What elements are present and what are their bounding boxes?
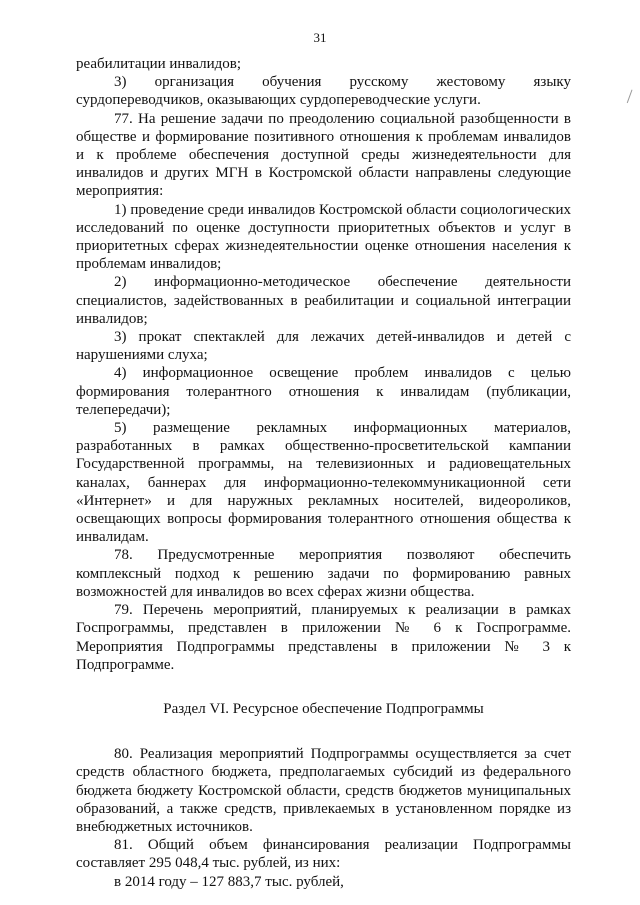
paragraph: 4) информационное освещение проблем инвалидов с целью формирования толерантного отношения к инвалидам (публикации, телепередачи); xyxy=(76,365,571,418)
paragraph: 2) информационно-методическое обеспечение деятельности специалистов, задействованных в реабилитации и социальной интеграции инвалидов; xyxy=(76,274,571,327)
paragraphs-bottom xyxy=(76,745,571,891)
paragraph: 5) размещение рекламных информационных материалов, разработанных в рамках общественно-просветительской кампании Государственной программы, на телевизионных и радиовещательных каналах, баннерах для информационно-телекоммуникационной сети «Интернет» и для наружных рекламных носителей, видеороликов, освещающих вопросы формирования толерантного отношения общества к инвалидам. xyxy=(76,420,571,546)
page-content xyxy=(76,55,571,891)
paragraph: 3) прокат спектаклей для лежачих детей-инвалидов и детей с нарушениями слуха; xyxy=(76,329,571,364)
paragraph: 79. Перечень мероприятий, планируемых к реализации в рамках Госпрограммы, представлен в приложении № 6 к Госпрограмме. Мероприятия Подпрограммы представлены в приложении № 3 к Подпрограмме. xyxy=(76,602,571,673)
paragraph: в 2014 году – 127 883,7 тыс. рублей, xyxy=(114,873,344,890)
paragraph: 80. Реализация мероприятий Подпрограммы осуществляется за счет средств областного бюджета, предполагаемых субсидий из федерального бюджета бюджету Костромской области, средств бюджетов муниципальных образований, а также средств, привлекаемых в установленном порядке из внебюджетных источников. xyxy=(76,746,571,835)
paragraph: 77. На решение задачи по преодолению социальной разобщенности в обществе и формирование позитивного отношения к проблемам инвалидов и к проблеме обеспечения доступной среды жизнедеятельности для инвалидов и других МГН в Костромской области направлены следующие мероприятия: xyxy=(76,110,571,200)
paragraph: 81. Общий объем финансирования реализации Подпрограммы составляет 295 048,4 тыс. рублей, из них: xyxy=(76,837,571,872)
page-number: 31 xyxy=(313,30,327,45)
paragraph: 1) проведение среди инвалидов Костромской области социологических исследований по оценке доступности приоритетных объектов и услуг в приоритетных сферах жизнедеятельностии оценке отношения населения к проблемам инвалидов; xyxy=(76,201,571,273)
paragraphs-top xyxy=(76,55,571,674)
paragraph: реабилитации инвалидов; xyxy=(76,56,242,72)
section-heading: Раздел VI. Ресурсное обеспечение Подпрограммы xyxy=(163,700,484,717)
paragraph: 78. Предусмотренные мероприятия позволяют обеспечить комплексный подход к решению задачи по формированию равных возможностей для инвалидов во всех сферах жизни общества. xyxy=(76,547,571,600)
paragraph: 3) организация обучения русскому жестовому языку сурдопереводчиков, оказывающих сурдопереводческие услуги. xyxy=(76,74,571,109)
margin-mark xyxy=(627,90,636,105)
